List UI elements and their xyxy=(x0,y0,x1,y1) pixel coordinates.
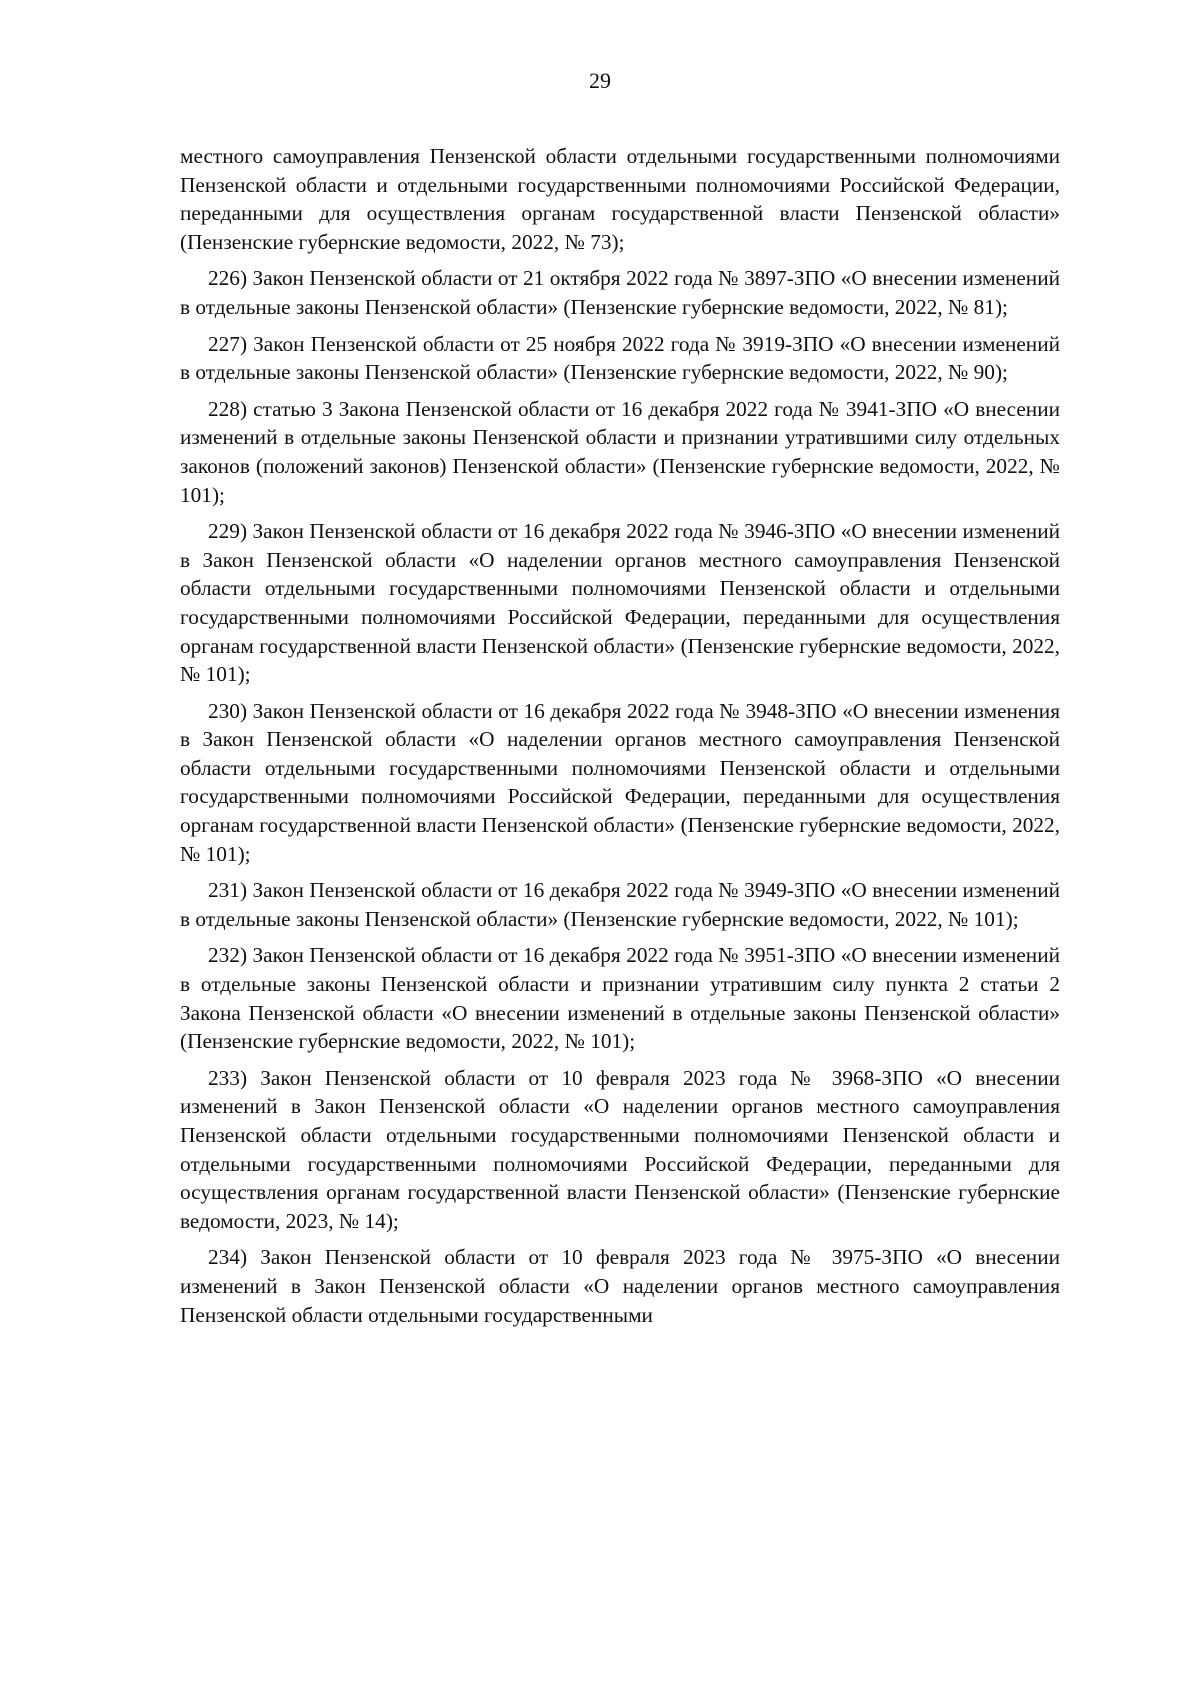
paragraph-continuation: местного самоуправления Пензенской области отдельными государственными полномочиями Пензенской области и отдельными государственными полномочиями Российской Федерации, переданными для осуществления органам государственной власти Пензенской области» (Пензенские губернские ведомости, 2022, № 73); xyxy=(180,144,1060,254)
list-item-233: 233) Закон Пензенской области от 10 февраля 2023 года № 3968-ЗПО «О внесении изменений в Закон Пензенской области «О наделении органов местного самоуправления Пензенской области отдельными государственными полномочиями Пензенской области и отдельными государственными полномочиями Российской Федерации, переданными для осуществления органам государственной власти Пензенской области» (Пензенские губернские ведомости, 2023, № 14); xyxy=(180,1065,1060,1233)
list-item-232: 232) Закон Пензенской области от 16 декабря 2022 года № 3951-ЗПО «О внесении изменений в отдельные законы Пензенской области и признании утратившим силу пункта 2 статьи 2 Закона Пензенской области «О внесении изменений в отдельные законы Пензенской области» (Пензенские губернские ведомости, 2022, № 101); xyxy=(180,943,1060,1054)
list-item-226: 226) Закон Пензенской области от 21 октября 2022 года № 3897-ЗПО «О внесении изменений в отдельные законы Пензенской области» (Пензенские губернские ведомости, 2022, № 81); xyxy=(180,266,1060,319)
list-item-229: 229) Закон Пензенской области от 16 декабря 2022 года № 3946-ЗПО «О внесении изменений в Закон Пензенской области «О наделении органов местного самоуправления Пензенской области отдельными государственными полномочиями Пензенской области и отдельными государственными полномочиями Российской Федерации, переданными для осуществления органам государственной власти Пензенской области» (Пензенские губернские ведомости, 2022, № 101); xyxy=(180,519,1060,687)
list-item-228: 228) статью 3 Закона Пензенской области от 16 декабря 2022 года № 3941-ЗПО «О внесении изменений в отдельные законы Пензенской области и признании утратившими силу отдельных законов (положений законов) Пензенской области» (Пензенские губернские ведомости, 2022, № 101); xyxy=(180,396,1060,507)
list-item-227: 227) Закон Пензенской области от 25 ноября 2022 года № 3919-ЗПО «О внесении изменений в отдельные законы Пензенской области» (Пензенские губернские ведомости, 2022, № 90); xyxy=(180,331,1060,385)
list-item-230: 230) Закон Пензенской области от 16 декабря 2022 года № 3948-ЗПО «О внесении изменения в Закон Пензенской области «О наделении органов местного самоуправления Пензенской области отдельными государственными полномочиями Пензенской области и отдельными государственными полномочиями Российской Федерации, переданными для осуществления органам государственной власти Пензенской области» (Пензенские губернские ведомости, 2022, № 101); xyxy=(180,698,1060,866)
list-item-231: 231) Закон Пензенской области от 16 декабря 2022 года № 3949-ЗПО «О внесении изменений в отдельные законы Пензенской области» (Пензенские губернские ведомости, 2022, № 101); xyxy=(180,878,1060,931)
list-item-234: 234) Закон Пензенской области от 10 февраля 2023 года № 3975-ЗПО «О внесении изменений в Закон Пензенской области «О наделении органов местного самоуправления Пензенской области отдельными государственными xyxy=(180,1245,1060,1327)
document-body xyxy=(180,142,1060,1337)
page-number: 29 xyxy=(589,68,611,93)
